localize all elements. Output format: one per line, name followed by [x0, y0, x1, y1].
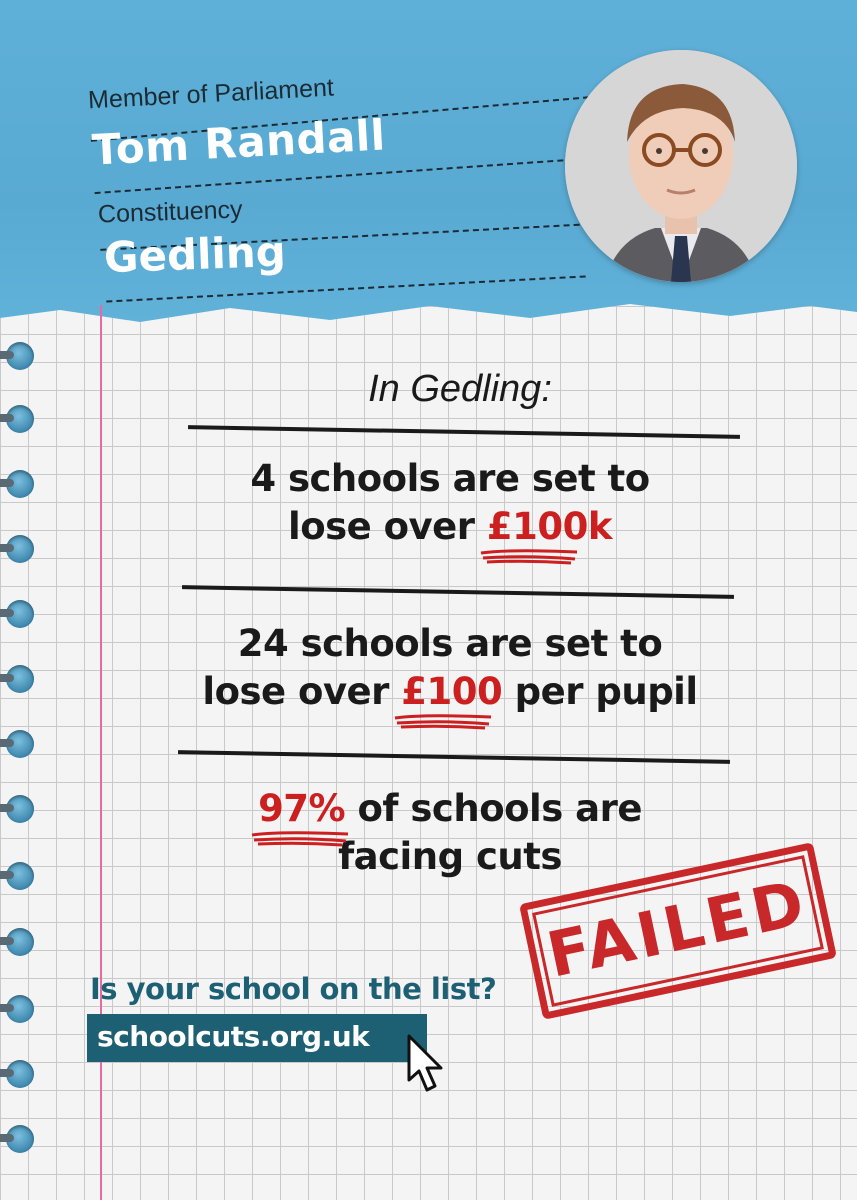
stat-1-prefix: lose over [288, 505, 487, 548]
binder-hole [6, 995, 34, 1023]
stat-2-suffix: per pupil [502, 670, 698, 713]
stat-2-line1: 24 schools are set to [237, 622, 663, 665]
portrait-illustration [565, 50, 797, 282]
stat-2-highlight [401, 668, 502, 716]
stat-2-prefix: lose over [202, 670, 402, 713]
stat-block-2 [150, 620, 750, 716]
red-scribble-icon [479, 547, 579, 565]
stat-2-line2 [150, 668, 750, 716]
stat-block-3 [150, 785, 750, 881]
stat-3-highlight [258, 785, 345, 833]
binder-hole [6, 730, 34, 758]
binder-hole [6, 342, 34, 370]
stat-1-highlight [487, 503, 612, 551]
stat-3-percent: 97% [258, 787, 346, 830]
stat-3-rest: of schools are [345, 787, 642, 830]
red-scribble-icon [393, 712, 493, 730]
mp-label: Member of Parliament [87, 73, 335, 115]
stat-1-line1: 4 schools are set to [250, 457, 650, 500]
binder-hole [6, 1125, 34, 1153]
binder-hole [6, 405, 34, 433]
website-link[interactable]: schoolcuts.org.uk [87, 1014, 427, 1062]
stat-3-line2: facing cuts [338, 835, 562, 878]
constituency-name: Gedling [103, 226, 287, 283]
binder-hole [6, 665, 34, 693]
constituency-label: Constituency [97, 195, 243, 229]
stat-1-line2 [150, 503, 750, 551]
stamp-text: FAILED [540, 865, 815, 992]
location-heading: In Gedling: [368, 368, 552, 410]
binder-hole [6, 862, 34, 890]
mp-portrait [565, 50, 797, 282]
red-scribble-icon [250, 829, 350, 847]
binder-hole [6, 795, 34, 823]
binder-hole [6, 535, 34, 563]
binder-hole [6, 600, 34, 628]
cursor-arrow-icon [405, 1034, 447, 1094]
binder-hole [6, 1060, 34, 1088]
school-question: Is your school on the list? [90, 972, 497, 1006]
stat-block-1 [150, 455, 750, 551]
stat-3-line1 [150, 785, 750, 833]
stat-2-amount: £100 [401, 670, 503, 713]
margin-line [100, 305, 102, 1200]
mp-name: Tom Randall [90, 110, 387, 175]
binder-hole [6, 470, 34, 498]
stat-1-amount: £100k [486, 505, 612, 548]
binder-hole [6, 928, 34, 956]
